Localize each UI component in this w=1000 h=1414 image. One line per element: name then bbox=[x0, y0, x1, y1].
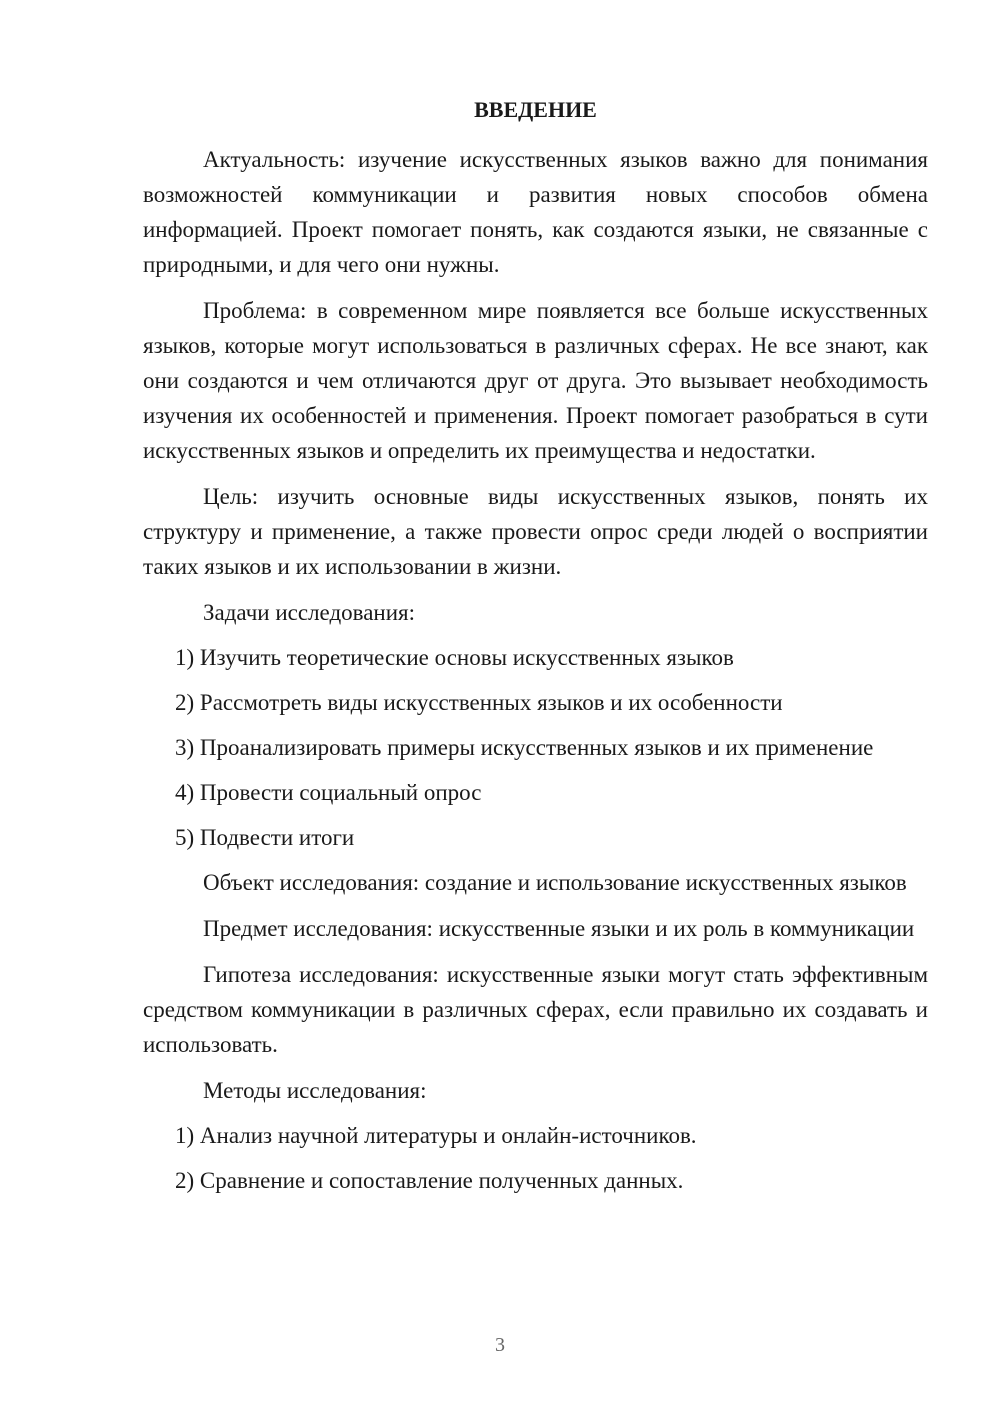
subject-paragraph: Предмет исследования: искусственные языки и их роль в коммуникации bbox=[203, 916, 915, 941]
document-page bbox=[143, 92, 928, 1208]
problem-paragraph: Проблема: в современном мире появляется все больше искусственных языков, которые могут использоваться в различных сферах. Не все знают, как они создаются и чем отличаются друг от друга. Это вызывает необходимость изучения их особенностей и применения. Проект помогает разобраться в сути искусственных языков и определить их преимущества и недостатки. bbox=[143, 298, 928, 463]
list-item: 2) Рассмотреть виды искусственных языков и их особенности bbox=[175, 690, 783, 715]
list-item: 3) Проанализировать примеры искусственных языков и их применение bbox=[175, 735, 874, 760]
tasks-list bbox=[143, 640, 928, 855]
list-item: 2) Сравнение и сопоставление полученных данных. bbox=[175, 1168, 684, 1193]
list-item: 1) Изучить теоретические основы искусственных языков bbox=[175, 645, 734, 670]
list-item: 1) Анализ научной литературы и онлайн-источников. bbox=[175, 1123, 697, 1148]
hypothesis-paragraph: Гипотеза исследования: искусственные языки могут стать эффективным средством коммуникации в различных сферах, если правильно их создавать и использовать. bbox=[143, 962, 928, 1057]
list-item: 4) Провести социальный опрос bbox=[175, 780, 482, 805]
page-number: 3 bbox=[495, 1334, 505, 1356]
goal-paragraph: Цель: изучить основные виды искусственных языков, понять их структуру и применение, а также провести опрос среди людей о восприятии таких языков и их использовании в жизни. bbox=[143, 484, 928, 579]
list-item: 5) Подвести итоги bbox=[175, 825, 355, 850]
relevance-paragraph: Актуальность: изучение искусственных языков важно для понимания возможностей коммуникации и развития новых способов обмена информацией. Проект помогает понять, как создаются языки, не связанные с природными, и для чего они нужны. bbox=[143, 147, 928, 277]
object-paragraph: Объект исследования: создание и использование искусственных языков bbox=[203, 870, 907, 895]
methods-list bbox=[143, 1118, 928, 1198]
section-title: ВВЕДЕНИЕ bbox=[474, 97, 597, 122]
methods-heading: Методы исследования: bbox=[203, 1078, 427, 1103]
tasks-heading: Задачи исследования: bbox=[203, 600, 416, 625]
